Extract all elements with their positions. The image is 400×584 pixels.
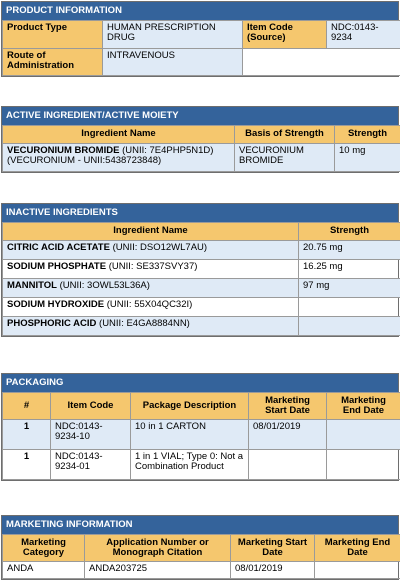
ingredient-name: VECURONIUM BROMIDE (7, 145, 120, 156)
ingredient-strength (299, 298, 400, 317)
strength: 10 mg (335, 144, 400, 172)
column-header: Ingredient Name (3, 223, 299, 241)
route-label: Route of Administration (3, 49, 103, 76)
package-description: 10 in 1 CARTON (131, 420, 249, 450)
package-start-date (249, 450, 327, 480)
table-row-ingredient (3, 317, 299, 336)
item-code-value: NDC:0143-9234 (327, 21, 400, 49)
package-item-code: NDC:0143-9234-10 (51, 420, 131, 450)
marketing-end-date (315, 562, 400, 579)
ingredient-name: MANNITOL (7, 280, 57, 291)
basis-of-strength: VECURONIUM BROMIDE (235, 144, 335, 172)
package-start-date: 08/01/2019 (249, 420, 327, 450)
product-information-table (2, 20, 400, 76)
column-header: Application Number or Monograph Citation (85, 535, 231, 562)
column-header: Strength (299, 223, 400, 241)
active-ingredient-table (2, 125, 400, 172)
ingredient-name-cell (3, 144, 235, 172)
column-header: Marketing Start Date (231, 535, 315, 562)
ingredient-name: PHOSPHORIC ACID (7, 318, 97, 329)
column-header: Basis of Strength (235, 126, 335, 144)
marketing-table (2, 534, 400, 579)
inactive-ingredients-table (2, 222, 400, 336)
marketing-information-section (1, 515, 399, 580)
ingredient-unii: (UNII: E4GA8884NN) (99, 318, 190, 329)
package-end-date (327, 450, 400, 480)
marketing-category: ANDA (3, 562, 85, 579)
item-code-label: Item Code (Source) (243, 21, 327, 49)
route-value: INTRAVENOUS (103, 49, 243, 76)
column-header: Item Code (51, 393, 131, 420)
table-row-ingredient (3, 279, 299, 298)
empty-cell (243, 49, 400, 76)
package-description: 1 in 1 VIAL; Type 0: Not a Combination Product (131, 450, 249, 480)
active-ingredient-title: ACTIVE INGREDIENT/ACTIVE MOIETY (2, 107, 398, 125)
package-number: 1 (3, 420, 51, 450)
ingredient-strength: 97 mg (299, 279, 400, 298)
ingredient-name: SODIUM PHOSPHATE (7, 261, 107, 272)
product-type-label: Product Type (3, 21, 103, 49)
ingredient-strength: 16.25 mg (299, 260, 400, 279)
ingredient-unii: (UNII: 55X04QC32I) (106, 299, 193, 310)
column-header: Marketing Category (3, 535, 85, 562)
column-header: Strength (335, 126, 400, 144)
ingredient-unii: (UNII: 3OWL53L36A) (59, 280, 150, 291)
column-header: Marketing Start Date (249, 393, 327, 420)
column-header: # (3, 393, 51, 420)
column-header: Marketing End Date (327, 393, 400, 420)
ingredient-name: SODIUM HYDROXIDE (7, 299, 105, 310)
ingredient-unii: (UNII: SE337SVY37) (108, 261, 198, 272)
ingredient-strength (299, 317, 400, 336)
application-number: ANDA203725 (85, 562, 231, 579)
product-information-title: PRODUCT INFORMATION (2, 2, 398, 20)
product-type-value: HUMAN PRESCRIPTION DRUG (103, 21, 243, 49)
inactive-ingredients-section (1, 203, 399, 337)
ingredient-unii: (UNII: DSO12WL7AU) (112, 242, 208, 253)
packaging-table (2, 392, 400, 480)
table-row-ingredient (3, 260, 299, 279)
column-header: Ingredient Name (3, 126, 235, 144)
ingredient-name: CITRIC ACID ACETATE (7, 242, 110, 253)
product-information-section (1, 1, 399, 77)
table-row-ingredient (3, 298, 299, 317)
ingredient-unii: (UNII: 7E4PHP5N1D) (122, 145, 214, 156)
table-row-ingredient (3, 241, 299, 260)
marketing-start-date: 08/01/2019 (231, 562, 315, 579)
ingredient-strength: 20.75 mg (299, 241, 400, 260)
marketing-information-title: MARKETING INFORMATION (2, 516, 398, 534)
package-end-date (327, 420, 400, 450)
packaging-title: PACKAGING (2, 374, 398, 392)
active-ingredient-section (1, 106, 399, 173)
column-header: Package Description (131, 393, 249, 420)
packaging-section (1, 373, 399, 481)
column-header: Marketing End Date (315, 535, 400, 562)
package-number: 1 (3, 450, 51, 480)
ingredient-moiety: (VECURONIUM - UNII:5438723848) (7, 155, 162, 167)
inactive-ingredients-title: INACTIVE INGREDIENTS (2, 204, 398, 222)
package-item-code: NDC:0143-9234-01 (51, 450, 131, 480)
